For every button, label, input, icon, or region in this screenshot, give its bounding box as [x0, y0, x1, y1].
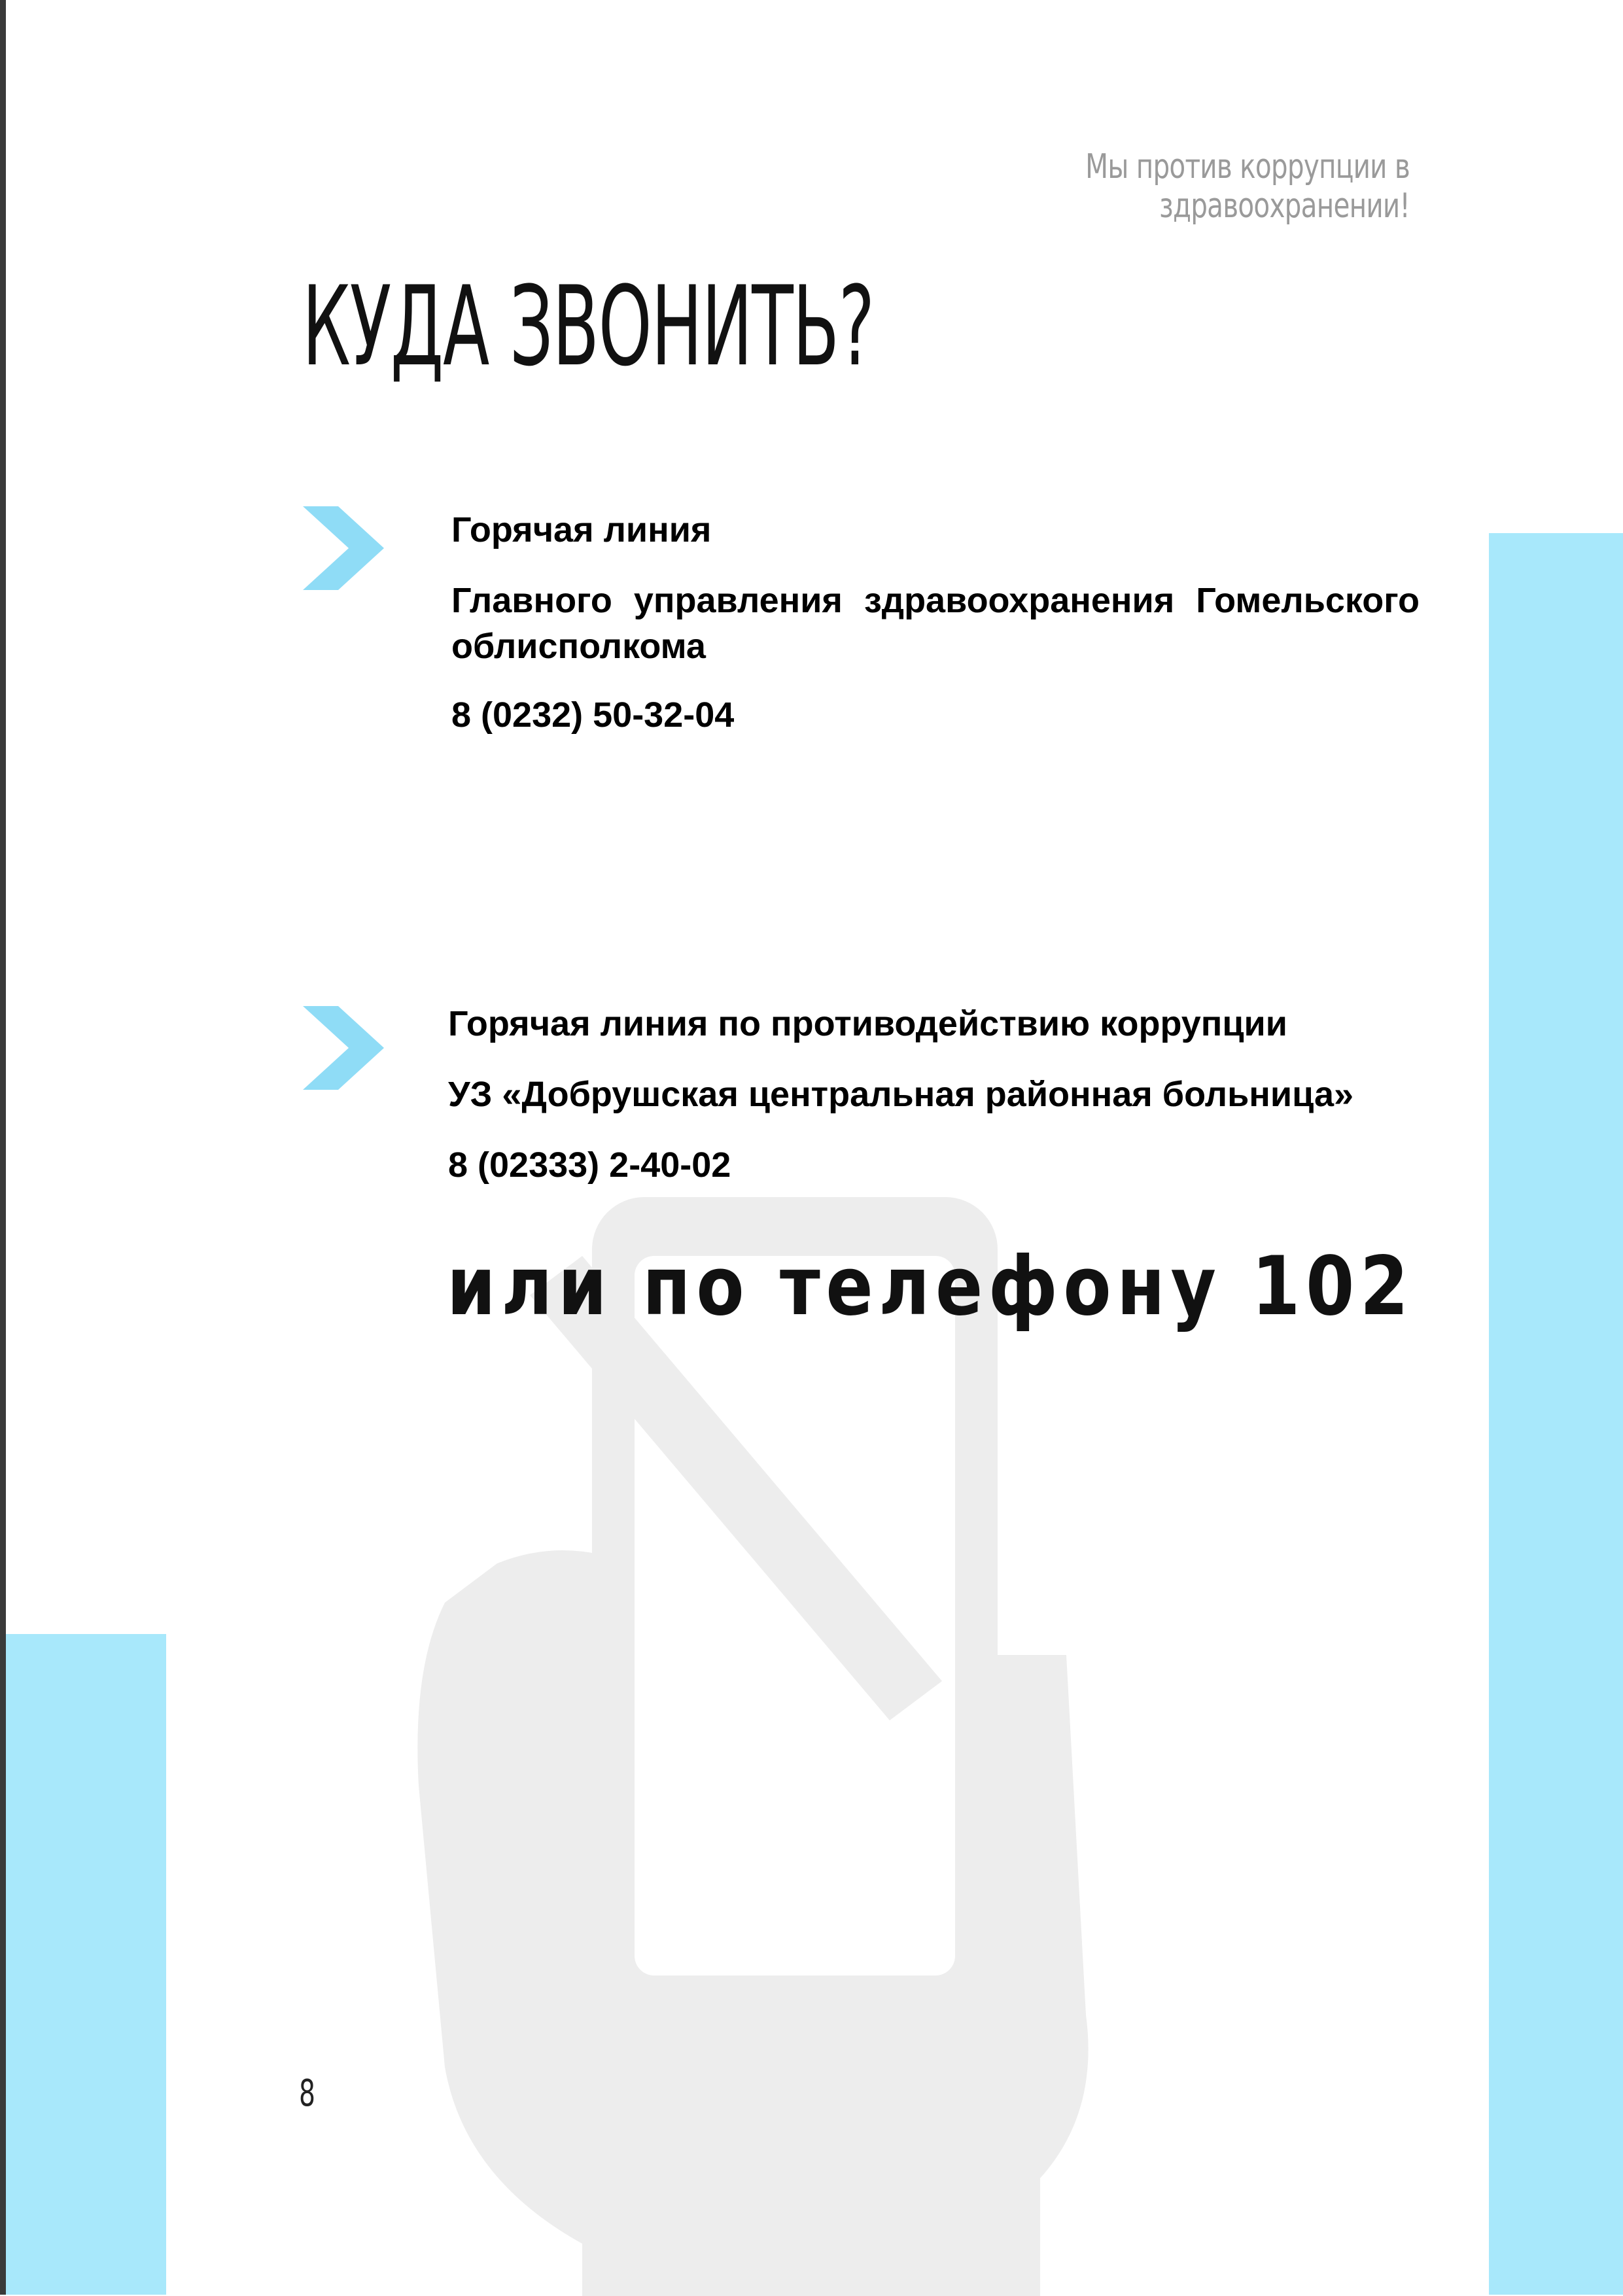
contact-block-hospital — [448, 1001, 1469, 1213]
contact-phone: 8 (0232) 50-32-04 — [451, 695, 735, 735]
accent-stripe-left — [6, 1634, 166, 2295]
contact-organization: УЗ «Добрушская центральная районная больница» — [448, 1075, 1354, 1115]
page-title: КУДА ЗВОНИТЬ? — [302, 262, 874, 391]
chevron-right-icon — [298, 502, 389, 594]
page-number: 8 — [299, 2072, 315, 2115]
left-edge-rule — [0, 0, 6, 2295]
contact-phone: 8 (02333) 2-40-02 — [448, 1145, 731, 1185]
chevron-right-icon — [298, 1002, 389, 1094]
hand-phone-icon — [366, 1197, 1184, 2296]
contact-organization: Главного управления здравоохранения Гомельского облисполкома — [451, 581, 1420, 667]
contact-block-regional — [451, 507, 1420, 738]
contact-label: Горячая линия — [451, 510, 712, 549]
contact-label: Горячая линия по противодействию коррупции — [448, 1004, 1287, 1043]
callout-102: или по телефону 102 — [447, 1240, 1414, 1334]
accent-stripe-right — [1489, 533, 1623, 2295]
tagline: Мы против коррупции в здравоохранении! — [1085, 147, 1410, 226]
